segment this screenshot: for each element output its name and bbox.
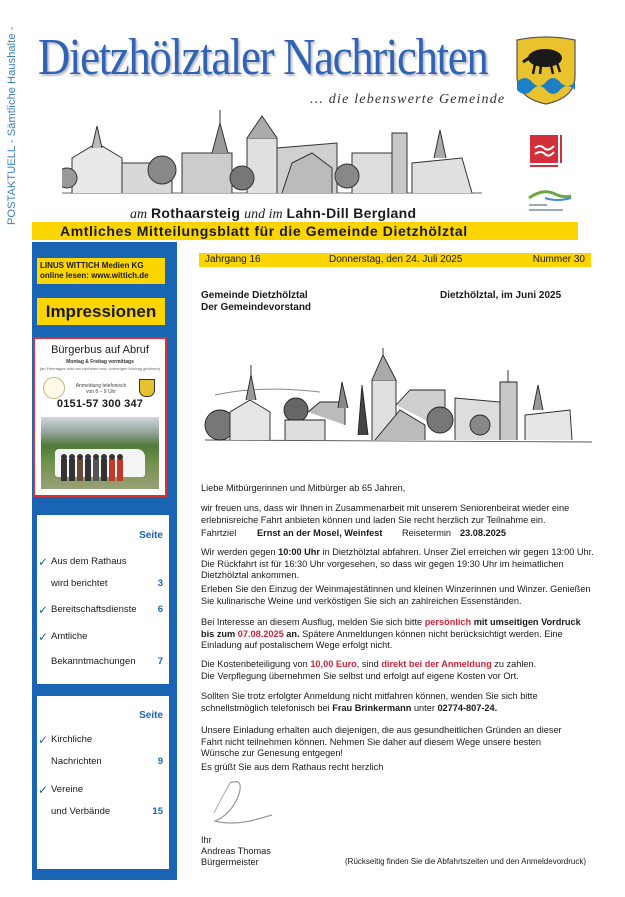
buergerbus-ad xyxy=(33,337,167,497)
ad-photo-bus-group xyxy=(41,417,159,489)
region-am: am xyxy=(130,207,148,222)
trip-details-row xyxy=(201,528,596,540)
coat-of-arms-small-icon xyxy=(139,379,155,397)
toc-item-label: wird berichtet xyxy=(51,578,108,589)
issue-number: Nummer 30 xyxy=(532,254,585,265)
coat-of-arms-logo xyxy=(515,36,577,106)
toc-item-label: Nachrichten xyxy=(51,756,102,767)
region-rothaarsteig: Rothaarsteig xyxy=(151,205,241,221)
text: Die Kostenbeteiligung von xyxy=(201,659,311,669)
letter-intro: wir freuen uns, dass wir Ihnen in Zusammenarbeit mit unserem Seniorenbeirat wieder eine erlebnisreiche Fahrt anbieten können und laden Sie recht herzlich zur Teilnahme ein. xyxy=(201,503,570,525)
toc-page-number: 3 xyxy=(157,578,163,589)
volume-label: Jahrgang 16 xyxy=(205,254,261,265)
toc-page-number: 9 xyxy=(157,756,163,767)
impressions-header xyxy=(37,298,165,325)
destination-label: Fahrtziel xyxy=(201,528,237,538)
region-lahn-dill: Lahn-Dill Bergland xyxy=(286,205,417,221)
ad-registration: Anmeldung telefonisch von 8 – 9 Uhr xyxy=(75,383,127,395)
region-line xyxy=(130,205,416,223)
publisher-name: LINUS WITTICH Medien KG xyxy=(40,261,144,270)
table-of-contents-1 xyxy=(37,515,169,684)
text: Die Verpflegung übernehmen Sie selbst und erfolgt auf eigene Kosten vor Ort. xyxy=(201,670,519,681)
registration-paragraph xyxy=(201,617,596,652)
checkmark-icon: ✓ xyxy=(38,603,49,617)
travel-date-value: 23.08.2025 xyxy=(460,528,506,538)
contact-phone: 02774-807-24. xyxy=(437,702,498,713)
region-und-im: und im xyxy=(244,207,283,222)
issue-info-bar xyxy=(199,253,591,267)
text: in Dietzhölztal abfahren. Unser Ziel erreichen wir gegen 13:00 Uhr. Die Rückfahrt ist für 16:30 Uhr vorgesehen, so dass wir gegen 19:30 Uhr im heimatlichen Dietzhölztal ankommen. xyxy=(201,547,594,580)
text: unter xyxy=(411,702,438,713)
toc-item-cont[interactable] xyxy=(37,578,169,590)
sender-line-1: Gemeinde Dietzhölztal xyxy=(201,290,308,301)
ad-title: Bürgerbus auf Abruf xyxy=(51,344,149,356)
masthead-tagline: ... die lebenswerte Gemeinde xyxy=(310,92,506,107)
signature-image xyxy=(200,775,280,830)
mailing-label-text: POSTAKTUELL - Sämtliche Haushalte - xyxy=(6,26,18,225)
text: Bei Interesse an diesem Ausflug, melden Sie sich bitte xyxy=(201,617,425,627)
subtitle-banner xyxy=(32,222,578,240)
checkmark-icon: ✓ xyxy=(38,555,49,569)
cancellation-paragraph xyxy=(201,691,596,714)
reverse-side-note: (Rückseitig finden Sie die Abfahrtszeiten und den Anmeldevordruck) xyxy=(345,857,587,866)
toc-item[interactable] xyxy=(37,604,169,616)
text: Sollten Sie trotz erfolgter Anmeldung nicht mitfahren können, wenden Sie sich bitte schnellstmöglich telefonisch bei xyxy=(201,691,538,713)
masthead-title: Dietzhölztaler Nachrichten xyxy=(38,29,488,86)
publisher-box xyxy=(37,258,165,284)
toc-item-label: Kirchliche xyxy=(51,734,93,745)
rothaarsteig-logo xyxy=(530,135,564,169)
village-drawing xyxy=(200,330,595,450)
letter-closing xyxy=(201,835,271,868)
payment-timing: direkt bei der Anmeldung xyxy=(381,659,492,669)
toc-header: Seite xyxy=(139,530,163,541)
people-group-icon xyxy=(59,453,129,483)
letter-sender xyxy=(201,290,311,314)
checkmark-icon: ✓ xyxy=(38,783,49,797)
toc-item-label: Amtliche xyxy=(51,631,88,642)
toc-page-number: 15 xyxy=(152,806,163,817)
departure-paragraph xyxy=(201,547,596,582)
toc-item-label: Vereine xyxy=(51,784,84,795)
toc-page-number: 6 xyxy=(157,604,163,615)
publisher-url[interactable]: online lesen: www.wittich.de xyxy=(40,271,149,280)
letter-salutation: Liebe Mitbürgerinnen und Mitbürger ab 65 Jahren, xyxy=(201,483,406,493)
experience-paragraph: Erleben Sie den Einzug der Weinmajestätinnen und kleinen Winzerinnen und Winzer. Genießen Sie kulinarische Weine und verköstigen Sie sich an zahlreichen Essenständen. xyxy=(201,584,591,606)
toc-item[interactable] xyxy=(37,784,169,796)
registration-deadline: 07.08.2025 xyxy=(237,628,284,639)
text: Wir werden gegen xyxy=(201,547,279,557)
ad-subtitle: Montag & Freitag vormittags xyxy=(66,359,134,365)
toc-page-number: 7 xyxy=(157,656,163,667)
toc-item-label: Bereitschaftsdienste xyxy=(51,604,137,615)
departure-time: 10:00 Uhr xyxy=(278,547,320,557)
contact-name: Frau Brinkermann xyxy=(332,702,412,713)
toc-item-label: und Verbände xyxy=(51,806,111,817)
text: mit umseitigen Vordruck bis zum xyxy=(201,617,581,639)
toc-item[interactable] xyxy=(37,556,169,568)
checkmark-icon: ✓ xyxy=(38,630,49,644)
toc-item-cont[interactable] xyxy=(37,656,169,668)
travel-date-label: Reisetermin xyxy=(402,528,452,538)
text: Spätere Anmeldungen können nicht berücksichtigt werden. Eine Einladung auf postalischem Wege erfolgt nicht. xyxy=(201,628,563,650)
table-of-contents-2 xyxy=(37,696,169,869)
subtitle-text: Amtliches Mitteilungsblatt für die Gemeinde Dietzhölztal xyxy=(60,223,468,239)
toc-item[interactable] xyxy=(37,734,169,746)
personal-highlight: persönlich xyxy=(424,617,472,627)
checkmark-icon: ✓ xyxy=(38,733,49,747)
mayor-title: Bürgermeister xyxy=(201,857,259,867)
closing-ihr: Ihr xyxy=(201,835,212,845)
toc-header: Seite xyxy=(139,710,163,721)
issue-date: Donnerstag, den 24. Juli 2025 xyxy=(329,254,463,265)
greeting-line: Es grüßt Sie aus dem Rathaus recht herzlich xyxy=(201,762,384,772)
sender-line-2: Der Gemeindevorstand xyxy=(201,302,312,313)
toc-item[interactable] xyxy=(37,631,169,643)
cost-paragraph xyxy=(201,659,596,682)
mayor-name: Andreas Thomas xyxy=(201,846,271,856)
cost-amount: 10,00 Euro xyxy=(310,659,357,669)
text: , sind xyxy=(356,659,382,669)
toc-item-label: Bekanntmachungen xyxy=(51,656,136,667)
village-illustration xyxy=(62,108,482,200)
text: an. xyxy=(283,628,300,639)
impressions-title: Impressionen xyxy=(45,302,157,321)
toc-item-cont[interactable] xyxy=(37,756,169,768)
ad-phone: 0151-57 300 347 xyxy=(56,398,144,410)
letter-place-date: Dietzhölztal, im Juni 2025 xyxy=(440,290,562,301)
seniorenbeirat-logo-icon xyxy=(43,377,65,399)
text: zu zahlen. xyxy=(491,659,537,669)
side-mailing-label xyxy=(3,20,21,230)
invitation-paragraph: Unsere Einladung erhalten auch diejenigen, die aus gesundheitlichen Gründen an dieser Fahrt nicht teilnehmen können. Nehmen Sie daher auf diesem Wege unsere besten Wünsche zur Genesung entgegen! xyxy=(201,725,562,758)
toc-item-label: Aus dem Rathaus xyxy=(51,556,127,567)
ad-note: (an Feiertagen wird am nächsten bzw. vorherigen Montag gefahren) xyxy=(39,366,161,371)
destination-value: Ernst an der Mosel, Weinfest xyxy=(257,528,383,538)
geopark-logo xyxy=(525,186,575,216)
toc-item-cont[interactable] xyxy=(37,806,169,818)
